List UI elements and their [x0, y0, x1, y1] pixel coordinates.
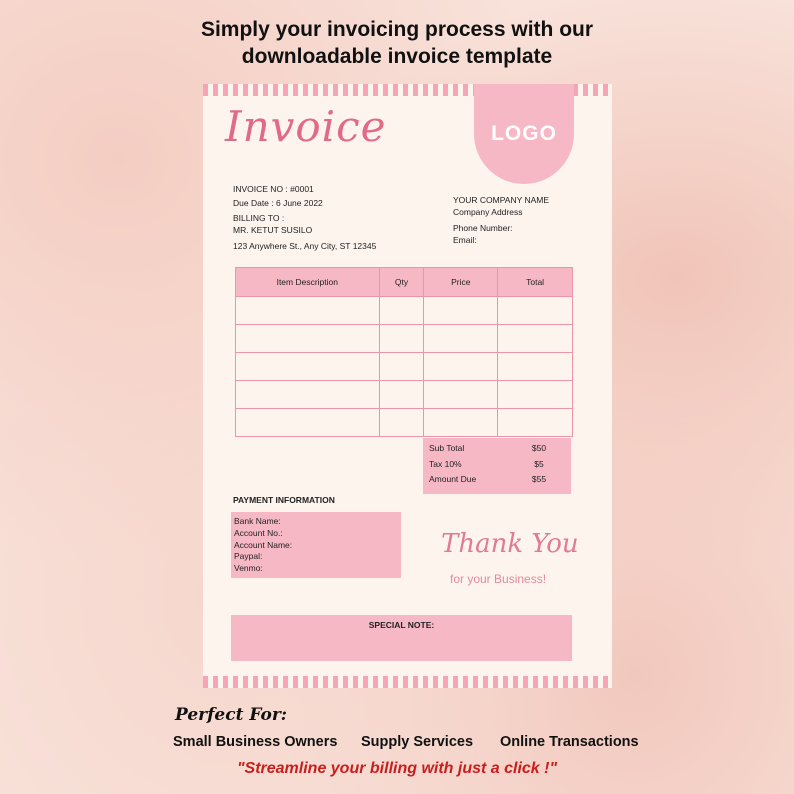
amount-due-label: Amount Due: [429, 474, 477, 484]
tax-value: $5: [534, 458, 544, 469]
table-cell[interactable]: [424, 409, 498, 437]
table-cell[interactable]: [236, 353, 380, 381]
thank-you-subtext: for your Business!: [450, 572, 547, 586]
logo-text: LOGO: [491, 122, 557, 145]
logo-placeholder: [474, 84, 574, 184]
table-row: [236, 297, 573, 325]
company-name: YOUR COMPANY NAME: [453, 195, 550, 205]
table-cell[interactable]: [379, 381, 424, 409]
special-note-box: [231, 615, 572, 661]
table-cell[interactable]: [498, 409, 573, 437]
table-cell[interactable]: [236, 381, 380, 409]
invoice-number: INVOICE NO : #0001: [233, 184, 314, 194]
audience-small-business: Small Business Owners: [173, 734, 338, 750]
table-row: [236, 409, 573, 437]
client-address: 123 Anywhere St., Any City, ST 12345: [233, 241, 377, 251]
amount-due-row: [429, 474, 571, 490]
table-cell[interactable]: [498, 325, 573, 353]
venmo-label: Venmo:: [234, 563, 263, 574]
table-header-row: [236, 268, 573, 297]
phone-label: Phone Number:: [453, 223, 513, 233]
thank-you-script: Thank You: [441, 529, 579, 559]
payment-info-box: [231, 512, 401, 578]
items-table: [235, 267, 573, 437]
payment-info-title: PAYMENT INFORMATION: [233, 495, 335, 505]
table-cell[interactable]: [379, 353, 424, 381]
table-cell[interactable]: [379, 325, 424, 353]
invoice-title: Invoice: [225, 102, 387, 151]
special-note-label: SPECIAL NOTE:: [368, 620, 435, 630]
header-total: Total: [498, 268, 573, 297]
totals-box: [423, 438, 571, 494]
invoice-sheet: [203, 84, 612, 688]
header-item-description: Item Description: [236, 268, 380, 297]
headline: [0, 16, 794, 70]
tagline: "Streamline your billing with just a click !": [236, 760, 558, 777]
table-cell[interactable]: [379, 297, 424, 325]
audience-supply-services: Supply Services: [361, 734, 474, 750]
table-cell[interactable]: [498, 297, 573, 325]
table-cell[interactable]: [424, 325, 498, 353]
subtotal-row: [429, 443, 571, 459]
audience-online-transactions: Online Transactions: [500, 734, 639, 750]
header-price: Price: [424, 268, 498, 297]
tax-label: Tax 10%: [429, 458, 462, 469]
subtotal-label: Sub Total: [429, 443, 465, 453]
client-name: MR. KETUT SUSILO: [233, 225, 313, 235]
table-cell[interactable]: [424, 353, 498, 381]
perfect-for-heading: Perfect For:: [175, 705, 288, 725]
table-cell[interactable]: [236, 297, 380, 325]
table-cell[interactable]: [236, 409, 380, 437]
amount-due-value: $55: [531, 474, 547, 484]
tax-row: [429, 459, 571, 475]
due-date: Due Date : 6 June 2022: [233, 198, 323, 208]
header-qty: Qty: [379, 268, 424, 297]
subtotal-value: $50: [531, 443, 547, 453]
email-label: Email:: [453, 235, 477, 245]
table-row: [236, 381, 573, 409]
table-row: [236, 353, 573, 381]
table-cell[interactable]: [424, 297, 498, 325]
table-cell[interactable]: [236, 325, 380, 353]
table-cell[interactable]: [498, 381, 573, 409]
account-name-label: Account Name:: [234, 539, 293, 550]
bank-name-label: Bank Name:: [234, 516, 281, 526]
headline-line-2: downloadable invoice template: [241, 45, 553, 68]
table-cell[interactable]: [424, 381, 498, 409]
table-cell[interactable]: [379, 409, 424, 437]
headline-line-1: Simply your invoicing process with our: [200, 18, 594, 41]
bottom-stripe-border: [203, 676, 612, 688]
table-cell[interactable]: [498, 353, 573, 381]
paypal-label: Paypal:: [234, 551, 263, 562]
billing-label: BILLING TO :: [233, 213, 285, 223]
table-row: [236, 325, 573, 353]
company-address: Company Address: [453, 207, 523, 217]
account-no-label: Account No.:: [234, 527, 283, 538]
